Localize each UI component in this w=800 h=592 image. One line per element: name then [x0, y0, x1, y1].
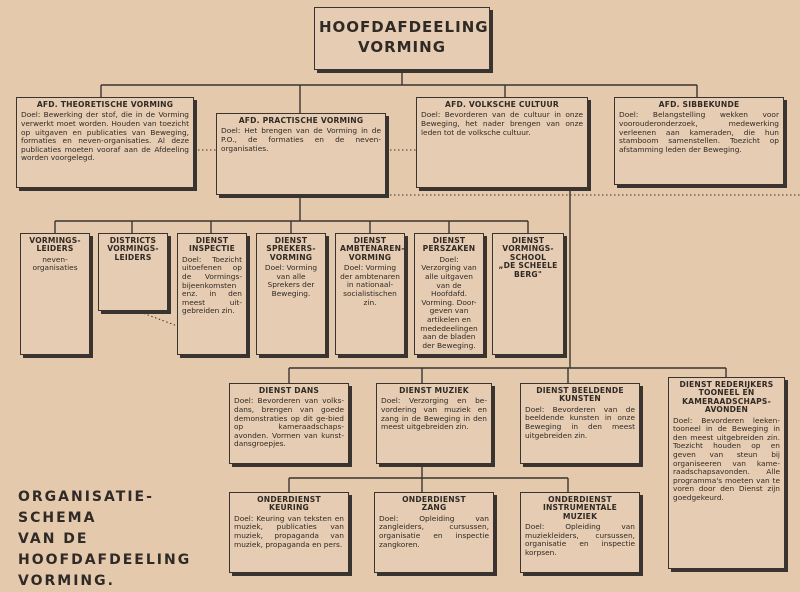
department-practical-title: AFD. PRACTISCHE VORMING [238, 116, 364, 125]
department-theoretical-title: AFD. THEORETISCHE VORMING [36, 100, 174, 109]
subservice-singing [374, 492, 494, 573]
subservice-instrumental [520, 492, 640, 573]
department-genealogy-title: AFD. SIBBEKUNDE [658, 100, 740, 109]
department-theoretical-desc: Doel: Bewerking der stof, die in de Vorming verwerkt moet worden. Houden van toezicht op uitgaven en publicaties van Beweging, formaties en neven-organisaties. Al deze publicaties moeten vooraf aan de Afdeeling worden voorgelegd. [21, 110, 189, 163]
service-speakers [256, 233, 326, 355]
subservice-singing-title: ONDERDIENST ZANG [402, 495, 466, 513]
service-dance [229, 383, 349, 464]
service-visual-arts [520, 383, 640, 464]
department-folk-culture-title: AFD. VOLKSCHE CULTUUR [445, 100, 559, 109]
department-genealogy [614, 97, 784, 185]
subservice-instrumental-desc: Doel: Opleiding van muziekleiders, cursussen, organisatie en inspectie korpsen. [525, 522, 635, 557]
service-music-title: DIENST MUZIEK [399, 386, 469, 395]
service-district-leaders [98, 233, 168, 311]
department-theoretical [16, 97, 194, 188]
service-theatre [668, 377, 785, 569]
service-music-desc: Doel: Verzorging en be-vordering van muziek en zang in de Beweging in den meest uitgebreiden zin. [381, 396, 487, 432]
service-inspection [177, 233, 247, 355]
service-civil-servants-title: DIENST AMBTENAREN- VORMING [340, 236, 405, 262]
service-music [376, 383, 492, 464]
service-dance-title: DIENST DANS [258, 386, 320, 395]
service-training-leaders-title: VORMINGS- LEIDERS [29, 236, 81, 254]
service-press-desc: Doel: Verzorging van alle uitgaven van de Hoofdafd. Vorming. Door-geven van artikelen en mededeelingen aan de bladen der Beweging. [420, 254, 478, 350]
service-school-title: DIENST VORMINGS- SCHOOL „DE SCHEELE BERG" [498, 236, 558, 279]
service-inspection-title: DIENST INSPECTIE [189, 236, 235, 254]
service-training-leaders [20, 233, 90, 355]
service-district-leaders-title: DISTRICTS VORMINGS- LEIDERS [107, 236, 159, 262]
service-speakers-desc: Doel: Vorming van alle Sprekers der Beweging. [264, 263, 318, 298]
department-folk-culture-desc: Doel: Bevorderen van de cultuur in onze Beweging, het nader brengen van onze leden tot de volksche cultuur. [421, 110, 583, 137]
service-civil-servants-desc: Doel: Vorming der ambtenaren in nationaal-socialistischen zin. [340, 263, 400, 307]
service-civil-servants [335, 233, 405, 355]
service-speakers-title: DIENST SPREKERS- VORMING [266, 236, 316, 262]
service-school [492, 233, 564, 355]
subservice-singing-desc: Doel: Opleiding van zangleiders, cursussen, organisatie en inspectie zangkoren. [379, 513, 489, 549]
service-theatre-title: DIENST REDERIJKERS TOONEEL EN KAMERAADSCHAPS- AVONDEN [679, 380, 774, 415]
subservice-instrumental-title: ONDERDIENST INSTRUMENTALE MUZIEK [542, 495, 618, 521]
department-practical-desc: Doel: Het brengen van de Vorming in de P.O., de formaties en de neven-organisaties. [221, 126, 381, 153]
main-department-title: HOOFDAFDEELING VORMING [319, 18, 489, 56]
subservice-review-desc: Doel: Keuring van teksten en muziek, publicaties van muziek, propaganda van muziek, propaganda en pers. [234, 513, 344, 549]
subservice-review-title: ONDERDIENST KEURING [257, 495, 321, 513]
service-visual-arts-title: DIENST BEELDENDE KUNSTEN [536, 386, 624, 404]
service-dance-desc: Doel: Bevorderen van volks-dans, brengen van goede demonstraties op dit ge-bied op kameraadschaps-avonden. Vormen van kunst-dansgroepjes. [234, 396, 344, 449]
service-press-title: DIENST PERSZAKEN [422, 236, 476, 254]
service-visual-arts-desc: Doel: Bevorderen van de beeldende kunsten in onze Beweging in den meest uitgebreiden zin. [525, 404, 635, 440]
service-press [414, 233, 484, 355]
chart-caption: ORGANISATIE-SCHEMA VAN DE HOOFDAFDEELING VORMING. [18, 489, 192, 589]
service-theatre-desc: Doel: Bevorderen leeken-tooneel in de Beweging in den meest uitgebreiden zin. Toezicht houden op en geven van steun bij organiseeren van kame-raadschapsavonden. Alle programma's moeten van te voren door den Dienst zijn goedgekeurd. [673, 415, 780, 502]
subservice-review [229, 492, 349, 573]
department-practical [216, 113, 386, 195]
department-genealogy-desc: Doel: Belangstelling wekken voor voorouderonderzoek, medewerking verleenen aan kameraden, die hun stamboom samenstellen. Toezicht op afstamming leden der Beweging. [619, 110, 779, 154]
main-department-box [314, 7, 490, 70]
service-training-leaders-desc: neven- organisaties [32, 254, 78, 273]
service-inspection-desc: Doel: Toezicht uitoefenen op de Vormings-bijeenkomsten enz. in den meest uit-gebreiden zin. [182, 254, 242, 316]
department-folk-culture [416, 97, 588, 188]
